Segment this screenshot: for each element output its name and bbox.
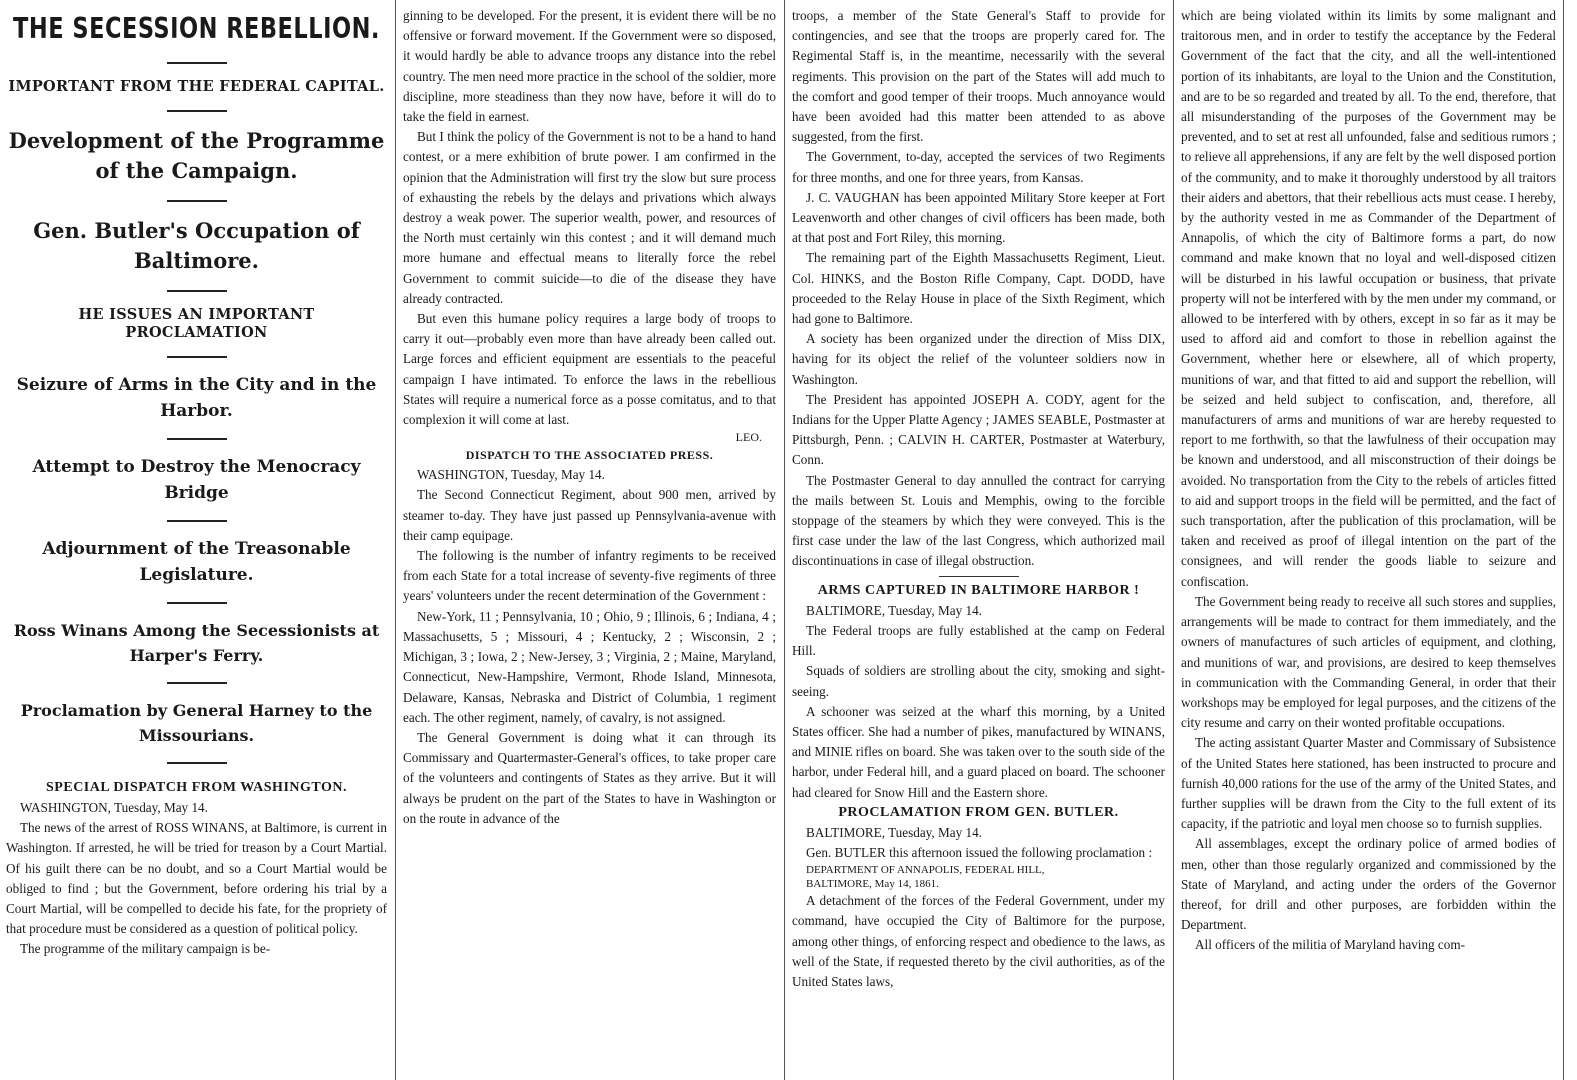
headline-5: Seizure of Arms in the City and in the Harbor. <box>16 375 377 421</box>
dateline: BALTIMORE, Tuesday, May 14. <box>806 602 982 618</box>
separator <box>167 356 227 358</box>
proclamation-header-date: BALTIMORE, May 14, 1861. <box>806 878 939 891</box>
separator <box>167 438 227 440</box>
headline-1: IMPORTANT FROM THE FEDERAL CAPITAL. <box>8 78 385 95</box>
column-rule <box>1563 0 1564 1080</box>
section-title-arms-captured: ARMS CAPTURED IN BALTIMORE HARBOR ! <box>817 582 1140 598</box>
column-3 <box>786 0 1171 1080</box>
headline-4: HE ISSUES AN IMPORTANT PROCLAMATION <box>78 306 315 341</box>
article-paragraph: All officers of the militia of Maryland having com- <box>1195 937 1466 953</box>
article-paragraph: All assemblages, except the ordinary police of armed bodies of men, other than those regularly organized and commissioned by the State of Maryland, and acting under the orders of the Governor thereof, for drill and other purposes, are forbidden within the Department. <box>1181 836 1556 933</box>
separator <box>167 110 227 112</box>
headline-9: Proclamation by General Harney to the Missourians. <box>20 701 373 745</box>
article-paragraph: The news of the arrest of ROSS WINANS, at Baltimore, is current in Washington. If arrested, he will be tried for treason by a Court Martial. Of his guilt there can be no doubt, and so a Court Martial would be obliged to find ; but the Government, before ordering his trial by a Court Martial, will be compelled to decide his fate, for the propriety of that procedure must be considered as a question of political policy. <box>6 820 387 937</box>
separator <box>167 290 227 292</box>
article-paragraph: But even this humane policy requires a large body of troops to carry it out—probably even more than have already been called out. Large forces and efficient equipment are essentials to the peaceful campaign I have intimated. To enforce the laws in the rebellious States will require a numerical force as a posse comitatus, and to that complexion it will come at last. <box>403 311 776 428</box>
article-paragraph: The remaining part of the Eighth Massachusetts Regiment, Lieut. Col. HINKS, and the Boston Rifle Company, Capt. DODD, have proceeded to the Relay House in place of the Sixth Regiment, which had gone to Baltimore. <box>792 250 1165 327</box>
article-paragraph: But I think the policy of the Government is not to be a hand to hand contest, or a mere exhibition of brute power. I am confirmed in the opinion that the Administration will first try the slow but sure process of exhausting the rebels by the delays and privations which always destroy a weak power. The superior wealth, power, and resources of the North must certainly win this contest ; and it will demand much more humane and effectual means to literally force the rebel Government to commit suicide—to die of the disease they have already contracted. <box>403 129 776 306</box>
dateline: BALTIMORE, Tuesday, May 14. <box>806 824 982 840</box>
dateline: WASHINGTON, Tuesday, May 14. <box>417 467 605 483</box>
article-paragraph: The General Government is doing what it can through its Commissary and Quartermaster-General's offices, to take proper care of the volunteers and contingents of States as they arrive. But it will always be prudent on the part of the States to have in Washington or on the route in advance of the <box>403 729 776 826</box>
article-paragraph: The Government being ready to receive all such stores and supplies, arrangements will be made to contract for them immediately, and the owners of manufactures of such articles of equipment, and clothing, and munitions of war, and provisions, are desired to keep themselves in communication with the Commanding General, in order that their workshops may be employed for legal purposes, and the citizens of the city resume and carry on their wonted profitable occupations. <box>1181 593 1556 731</box>
headline-8: Ross Winans Among the Secessionists at Harper's Ferry. <box>13 621 380 665</box>
article-paragraph: which are being violated within its limits by some malignant and traitorous men, and in order to testify the acceptance by the Federal Government of the fact that the city, and all the well-intentioned portion of its inhabitants, are loyal to the Union and the Constitution, and are to be so regarded and treated by all. To the end, therefore, that all misunderstanding of the purposes of the Government may be prevented, and to set at rest all unfounded, false and seditious rumors ; to relieve all apprehensions, if any are felt by the well disposed portion of the community, and to make it thoroughly understood by all traitors their aiders and abettors, that their rebellious acts must cease. I hereby, by the authority vested in me as Commander of the Department of Annapolis, of which the city of Baltimore forms a part, do now command and make known that no loyal and well-disposed citizen will be disturbed in his lawful occupation or business, that private property will not be interfered with by the men under my command, or allowed to be interfered with by others, except in so far as it may be used to afford aid and comfort to those in rebellion against the Government, whether here or elsewhere, all of which property, munitions of war, and that fitted to aid and support the rebellion, will be seized and held subject to confiscation, and, therefore, all manufacturers of arms and munitions of war are hereby requested to report to me forthwith, so that the lawfulness of their occupation may be known and understood, and all misconstruction of their doings be avoided. No transportation from the City to the rebels of articles fitted to aid and support troops in the field will be permitted, and the fact of such transportation, after the publication of this proclamation, will be taken and received as proof of illegal intention on the part of the consignees, and will render the goods liable to seizure and confiscation. <box>1181 8 1556 589</box>
article-paragraph: The acting assistant Quarter Master and Commissary of Subsistence of the United States here stationed, has been instructed to procure and furnish 40,000 rations for the use of the army of the United States, and further supplies will be drawn from the City to the full extent of its capacity, if the patriotic and loyal men choose so to furnish supplies. <box>1181 735 1556 832</box>
article-paragraph: New-York, 11 ; Pennsylvania, 10 ; Ohio, 9 ; Illinois, 6 ; Indiana, 4 ; Massachusetts, 5 ; Missouri, 4 ; Kentucky, 2 ; Wisconsin, 2 ; Michigan, 3 ; Iowa, 2 ; New-Jersey, 3 ; Virginia, 2 ; Maine, Maryland, Connecticut, New-Hampshire, Vermont, Rhode Island, Minnesota, Delaware, Kansas, Nebraska and District of Columbia, 1 regiment each. The other regiment, namely, of cavalry, is not assigned. <box>403 608 776 725</box>
separator <box>167 602 227 604</box>
main-headline: THE SECESSION REBELLION. <box>13 11 380 46</box>
headline-7: Adjournment of the Treasonable Legislature. <box>42 539 351 585</box>
separator <box>167 682 227 684</box>
article-paragraph: troops, a member of the State General's Staff to provide for contingencies, and see that the troops are properly cared for. The Regimental Staff is, in the meantime, necessarily with the several regiments. This provision on the part of the States will add much to the comfort and good temper of their troops. Much annoyance would have been avoided had this matter been attended to as above suggested, from the first. <box>792 8 1165 145</box>
article-paragraph: A detachment of the forces of the Federal Government, under my command, have occupied the City of Baltimore for the purpose, among other things, of enforcing respect and obedience to the laws, as well of the State, if requested thereto by the civil authorities, as of the United States laws, <box>792 893 1165 989</box>
article-paragraph: The programme of the military campaign is be- <box>20 941 271 957</box>
article-paragraph: The President has appointed JOSEPH A. CODY, agent for the Indians for the Upper Platte Agency ; JAMES SEABLE, Postmaster at Pittsburgh, Penn. ; CALVIN H. CARTER, Postmaster at Waterbury, Conn. <box>792 391 1165 468</box>
article-paragraph: The Government, to-day, accepted the services of two Regiments for three months, and one for three years, from Kansas. <box>792 149 1165 185</box>
separator <box>167 62 227 64</box>
column-rule <box>1173 0 1174 1080</box>
separator <box>167 200 227 202</box>
proclamation-header-line: DEPARTMENT OF ANNAPOLIS, FEDERAL HILL, <box>806 864 1045 877</box>
separator <box>167 520 227 522</box>
article-paragraph: The following is the number of infantry regiments to be received from each State for a total increase of seventy-five regiments of three years' volunteers under the recent determination of the Government : <box>403 548 776 604</box>
article-paragraph: A society has been organized under the direction of Miss DIX, having for its object the relief of the volunteer soldiers now in Washington. <box>792 331 1165 387</box>
column-2 <box>397 0 782 1080</box>
headline-6: Attempt to Destroy the Menocracy Bridge <box>32 457 361 503</box>
dateline: WASHINGTON, Tuesday, May 14. <box>20 800 208 815</box>
headline-3: Gen. Butler's Occupation of Baltimore. <box>33 218 360 273</box>
column-rule <box>784 0 785 1080</box>
section-title-proclamation: PROCLAMATION FROM GEN. BUTLER. <box>838 804 1119 820</box>
signature: LEO. <box>735 430 762 445</box>
article-paragraph: Gen. BUTLER this afternoon issued the following proclamation : <box>806 844 1153 860</box>
article-paragraph: Squads of soldiers are strolling about the city, smoking and sight-seeing. <box>792 663 1165 699</box>
article-paragraph: J. C. VAUGHAN has been appointed Military Store keeper at Fort Leavenworth and other changes of civil officers has been made, both at that post and Fort Riley, this morning. <box>792 189 1165 246</box>
column-4 <box>1175 0 1562 1080</box>
article-paragraph: ginning to be developed. For the present, it is evident there will be no offensive or forward movement. If the Government were so disposed, it would hardly be able to advance troops any distance into the rebel country. The men need more practice in the school of the soldier, more discipline, more steadiness than they now have, before it will do to take the field in earnest. <box>403 8 776 125</box>
section-title-special-dispatch: SPECIAL DISPATCH FROM WASHINGTON. <box>46 780 347 795</box>
separator <box>939 576 1019 577</box>
separator <box>167 762 227 764</box>
article-paragraph: The Postmaster General to day annulled the contract for carrying the mails between St. Louis and Memphis, owing to the forcible stoppage of the steamers by which they were conveyed. This is the first case under the law of the last Congress, which authorized mail discontinuations in case of illegal obstruction. <box>792 472 1165 569</box>
article-paragraph: The Second Connecticut Regiment, about 900 men, arrived by steamer to-day. They have just passed up Pennsylvania-avenue with their camp equipage. <box>403 487 776 543</box>
section-title-associated-press: DISPATCH TO THE ASSOCIATED PRESS. <box>465 448 714 463</box>
article-paragraph: The Federal troops are fully established at the camp on Federal Hill. <box>792 622 1165 659</box>
headline-2: Development of the Programme of the Campaign. <box>8 128 385 183</box>
column-1 <box>0 0 393 1080</box>
article-paragraph: A schooner was seized at the wharf this morning, by a United States officer. She had a number of pikes, manufactured by WINANS, and MINIE rifles on board. She was taken over to the south side of the harbor, under Federal hill, and a guard placed on board. The schooner had cleared for Snow Hill and the Eastern shore. <box>792 703 1165 800</box>
column-rule <box>395 0 396 1080</box>
